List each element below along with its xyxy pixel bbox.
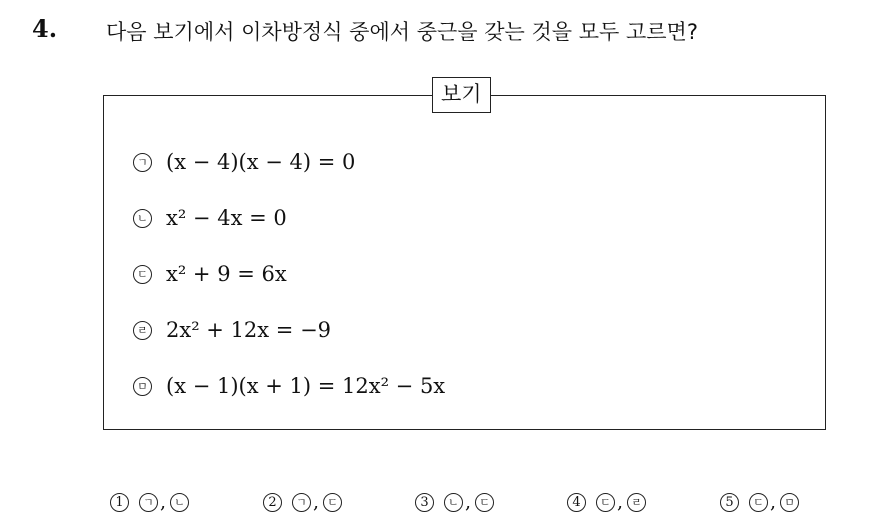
item-expression: (x − 1)(x + 1) = 12x² − 5x [166, 374, 446, 398]
choice-1[interactable]: 1 ㄱ , ㄴ [110, 491, 189, 513]
example-item [133, 203, 287, 233]
example-item [133, 147, 355, 177]
choice-number: 3 [415, 493, 434, 512]
choice-mark-a: ㄷ [749, 493, 768, 512]
choice-number: 2 [263, 493, 282, 512]
choice-2[interactable]: 2 ㄱ , ㄷ [263, 491, 342, 513]
choice-mark-b: ㄷ [323, 493, 342, 512]
choice-4[interactable]: 4 ㄷ , ㄹ [567, 491, 646, 513]
item-mark: ㄱ [133, 153, 152, 172]
example-item [133, 371, 445, 401]
choice-number: 5 [720, 493, 739, 512]
choice-3[interactable]: 3 ㄴ , ㄷ [415, 491, 494, 513]
example-item [133, 315, 331, 345]
choice-mark-b: ㅁ [780, 493, 799, 512]
choice-mark-a: ㄱ [139, 493, 158, 512]
item-expression: x² + 9 = 6x [166, 262, 287, 286]
choice-5[interactable]: 5 ㄷ , ㅁ [720, 491, 799, 513]
answer-choices [0, 491, 884, 525]
choice-number: 4 [567, 493, 586, 512]
example-item [133, 259, 287, 289]
choice-mark-a: ㄴ [444, 493, 463, 512]
choice-mark-b: ㄴ [170, 493, 189, 512]
question-number: 4. [32, 14, 58, 43]
question-text: 다음 보기에서 이차방정식 중에서 중근을 갖는 것을 모두 고르면? [106, 20, 698, 44]
choice-mark-b: ㄹ [627, 493, 646, 512]
item-expression: (x − 4)(x − 4) = 0 [166, 150, 356, 174]
example-box-title: 보기 [432, 77, 491, 113]
item-mark: ㄷ [133, 265, 152, 284]
choice-number: 1 [110, 493, 129, 512]
choice-mark-b: ㄷ [475, 493, 494, 512]
choice-mark-a: ㄷ [596, 493, 615, 512]
item-mark: ㅁ [133, 377, 152, 396]
item-mark: ㄹ [133, 321, 152, 340]
choice-mark-a: ㄱ [292, 493, 311, 512]
item-expression: 2x² + 12x = −9 [166, 318, 332, 342]
item-mark: ㄴ [133, 209, 152, 228]
item-expression: x² − 4x = 0 [166, 206, 287, 230]
